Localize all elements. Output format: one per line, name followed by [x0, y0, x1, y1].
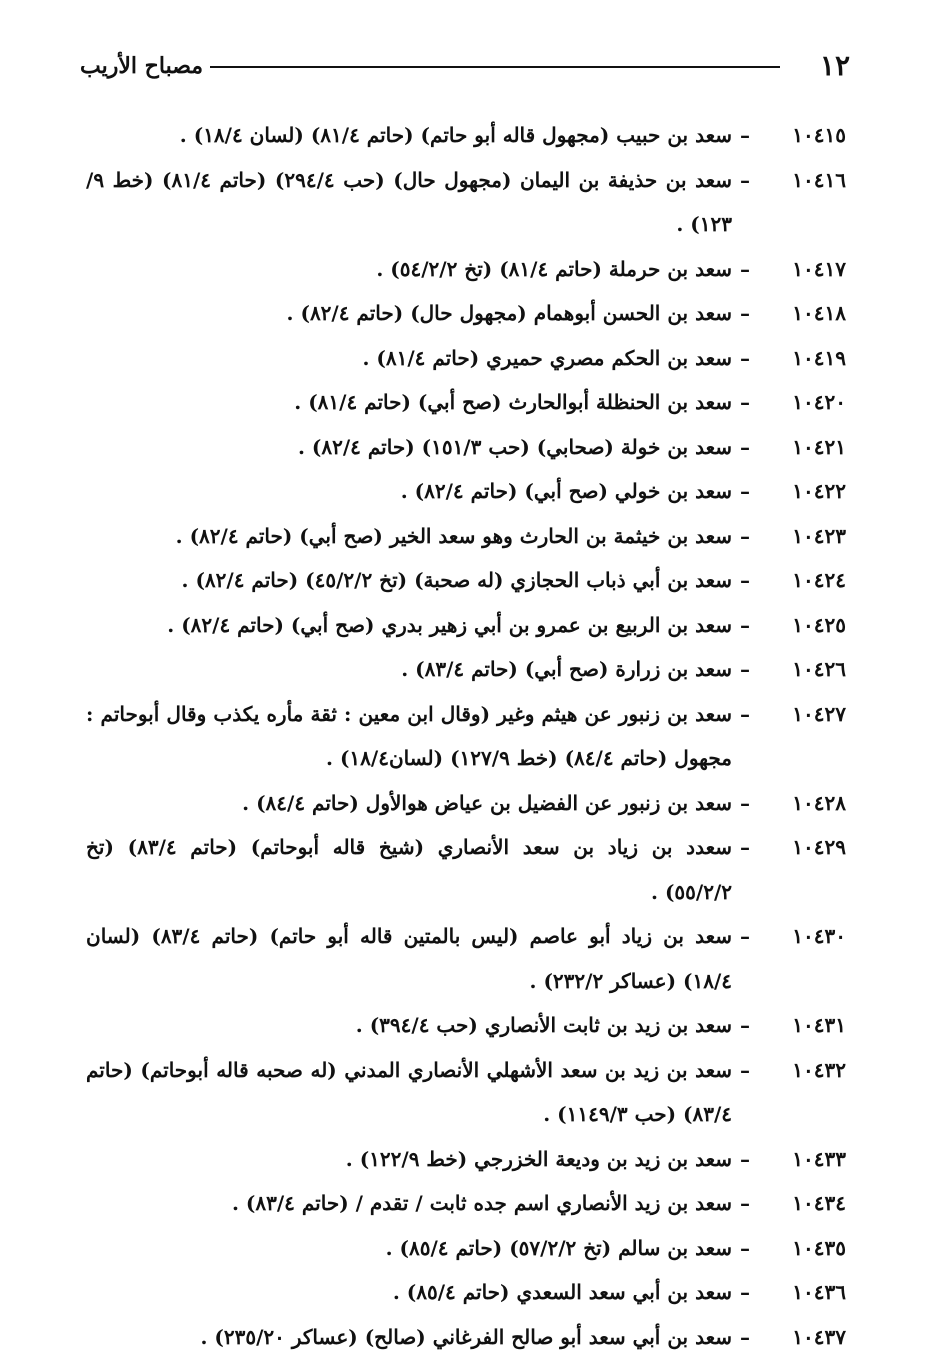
entry-text: سعد بن أبي سعد السعدي (حاتم ٨٥/٤) .	[86, 1270, 732, 1315]
entry-number: ١٠٤٣٠	[758, 914, 846, 959]
entry-dash: –	[732, 825, 758, 870]
entry-dash: –	[732, 514, 758, 559]
entry-text: سعد بن زرارة (صح أبي) (حاتم ٨٣/٤) .	[86, 647, 732, 692]
entry-dash: –	[732, 1315, 758, 1359]
entry-text: سعد بن الحكم مصري حميري (حاتم ٨١/٤) .	[86, 336, 732, 381]
entry-number: ١٠٤٢٣	[758, 514, 846, 559]
entry-text: سعد بن الحنظلة أبوالحارث (صح أبي) (حاتم ٨١/٤) .	[86, 380, 732, 425]
entry-10433	[86, 1137, 846, 1182]
entry-text: سعد بن زيد بن ثابت الأنصاري (حب ٣٩٤/٤) .	[86, 1003, 732, 1048]
entry-dash: –	[732, 603, 758, 648]
entry-10422	[86, 469, 846, 514]
entry-10434	[86, 1181, 846, 1226]
entry-dash: –	[732, 1003, 758, 1048]
entry-10420	[86, 380, 846, 425]
entry-dash: –	[732, 914, 758, 959]
entry-10419	[86, 336, 846, 381]
entry-number: ١٠٤٢٨	[758, 781, 846, 826]
entry-dash: –	[732, 113, 758, 158]
entry-number: ١٠٤١٥	[758, 113, 846, 158]
entry-number: ١٠٤٢٥	[758, 603, 846, 648]
entry-dash: –	[732, 1137, 758, 1182]
entry-text: سعد بن أبي سعد أبو صالح الفرغاني (صالح) (عساكر ٢٣٥/٢٠) .	[86, 1315, 732, 1359]
entry-10436	[86, 1270, 846, 1315]
entry-list	[86, 113, 846, 1359]
entry-10425	[86, 603, 846, 648]
entry-text: سعد بن زيد بن سعد الأشهلي الأنصاري المدني (له صحبه قاله أبوحاتم) (حاتم ٨٣/٤) (حب ١١٤٩/٣) .	[86, 1048, 732, 1137]
entry-dash: –	[732, 1048, 758, 1093]
entry-number: ١٠٤٣٥	[758, 1226, 846, 1271]
entry-text: سعد بن الحسن أبوهمام (مجهول حال) (حاتم ٨٢/٤) .	[86, 291, 732, 336]
entry-10423	[86, 514, 846, 559]
entry-text: سعد بن زيد الأنصاري اسم جده ثابت / تقدم / (حاتم ٨٣/٤) .	[86, 1181, 732, 1226]
entry-dash: –	[732, 558, 758, 603]
entry-number: ١٠٤١٨	[758, 291, 846, 336]
running-title: مصباح الأريب	[80, 48, 203, 84]
entry-10430	[86, 914, 846, 1003]
entry-number: ١٠٤١٦	[758, 158, 846, 203]
entry-number: ١٠٤٢٠	[758, 380, 846, 425]
entry-dash: –	[732, 1226, 758, 1271]
entry-10426	[86, 647, 846, 692]
entry-text: سعد بن حرملة (حاتم ٨١/٤) (تخ ٥٤/٢/٢) .	[86, 247, 732, 292]
entry-dash: –	[732, 291, 758, 336]
entry-10435	[86, 1226, 846, 1271]
entry-text: سعد بن خيثمة بن الحارث وهو سعد الخير (صح أبي) (حاتم ٨٢/٤) .	[86, 514, 732, 559]
entry-10427	[86, 692, 846, 781]
entry-dash: –	[732, 336, 758, 381]
entry-text: سعدد بن زياد بن سعد الأنصاري (شيخ قاله أبوحاتم) (حاتم ٨٣/٤) (تخ ٥٥/٢/٢) .	[86, 825, 732, 914]
entry-10429	[86, 825, 846, 914]
entry-number: ١٠٤٢٧	[758, 692, 846, 737]
entry-text: سعد بن زنبور عن هيثم وغير (وقال ابن معين : ثقة مأره يكذب وقال أبوحاتم : مجهول (حاتم ٨٤/٤) (خط ١٢٧/٩) (لسان١٨/٤) .	[86, 692, 732, 781]
entry-text: سعد بن خولي (صح أبي) (حاتم ٨٢/٤) .	[86, 469, 732, 514]
entry-number: ١٠٤٢١	[758, 425, 846, 470]
entry-text: سعد بن سالم (تخ ٥٧/٢/٢) (حاتم ٨٥/٤) .	[86, 1226, 732, 1271]
entry-text: سعد بن زنبور عن الفضيل بن عياض هوالأول (حاتم ٨٤/٤) .	[86, 781, 732, 826]
entry-number: ١٠٤٢٤	[758, 558, 846, 603]
entry-10416	[86, 158, 846, 247]
entry-text: سعد بن خولة (صحابي) (حب ١٥١/٣) (حاتم ٨٢/٤) .	[86, 425, 732, 470]
entry-dash: –	[732, 1181, 758, 1226]
entry-text: سعد بن زيد بن وديعة الخزرجي (خط ١٢٢/٩) .	[86, 1137, 732, 1182]
entry-dash: –	[732, 647, 758, 692]
page-number: ١٢	[820, 48, 850, 84]
entry-number: ١٠٤٣١	[758, 1003, 846, 1048]
entry-number: ١٠٤٣٢	[758, 1048, 846, 1093]
entry-number: ١٠٤٣٣	[758, 1137, 846, 1182]
entry-10432	[86, 1048, 846, 1137]
entry-10421	[86, 425, 846, 470]
entry-text: سعد بن أبي ذباب الحجازي (له صحبة) (تخ ٤٥/٢/٢) (حاتم ٨٢/٤) .	[86, 558, 732, 603]
entry-number: ١٠٤٣٦	[758, 1270, 846, 1315]
entry-dash: –	[732, 469, 758, 514]
entry-dash: –	[732, 247, 758, 292]
page-header	[80, 48, 850, 84]
entry-10437	[86, 1315, 846, 1359]
entry-number: ١٠٤٣٧	[758, 1315, 846, 1359]
entry-dash: –	[732, 425, 758, 470]
entry-10418	[86, 291, 846, 336]
entry-number: ١٠٤٣٤	[758, 1181, 846, 1226]
entry-dash: –	[732, 380, 758, 425]
entry-10431	[86, 1003, 846, 1048]
entry-number: ١٠٤٢٦	[758, 647, 846, 692]
entry-dash: –	[732, 1270, 758, 1315]
entry-number: ١٠٤٢٢	[758, 469, 846, 514]
entry-10415	[86, 113, 846, 158]
entry-text: سعد بن حبيب (مجهول قاله أبو حاتم) (حاتم ٨١/٤) (لسان ١٨/٤) .	[86, 113, 732, 158]
entry-10428	[86, 781, 846, 826]
header-rule	[210, 66, 780, 68]
entry-number: ١٠٤١٧	[758, 247, 846, 292]
entry-text: سعد بن الربيع بن عمرو بن أبي زهير بدري (صح أبي) (حاتم ٨٢/٤) .	[86, 603, 732, 648]
entry-dash: –	[732, 158, 758, 203]
entry-text: سعد بن حذيفة بن اليمان (مجهول حال) (حب ٢٩٤/٤) (حاتم ٨١/٤) (خط ٩/ ١٢٣) .	[86, 158, 732, 247]
entry-dash: –	[732, 692, 758, 737]
entry-10424	[86, 558, 846, 603]
entry-number: ١٠٤٢٩	[758, 825, 846, 870]
entry-text: سعد بن زياد أبو عاصم (ليس بالمتين قاله أبو حاتم) (حاتم ٨٣/٤) (لسان ١٨/٤) (عساكر ٢٣٢/٢) .	[86, 914, 732, 1003]
entry-10417	[86, 247, 846, 292]
entry-number: ١٠٤١٩	[758, 336, 846, 381]
entry-dash: –	[732, 781, 758, 826]
